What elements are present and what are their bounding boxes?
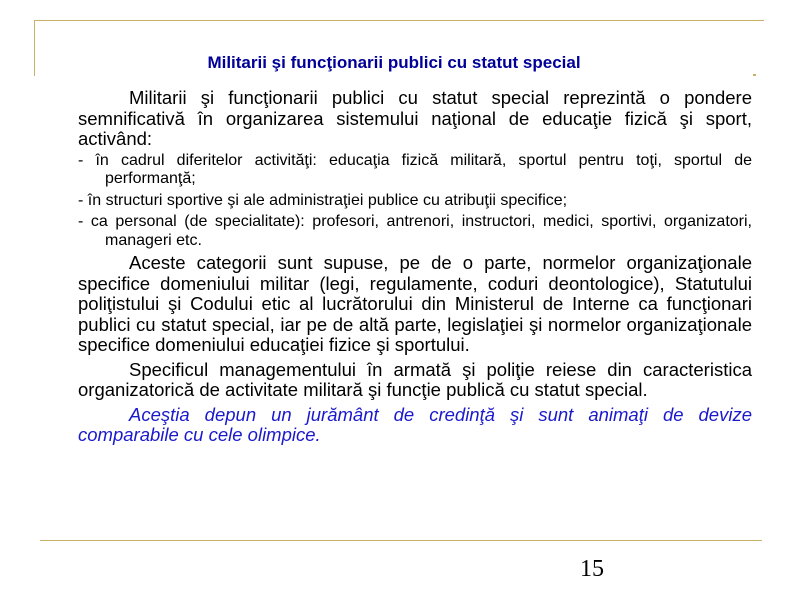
bottom-rule [40, 540, 762, 541]
bullet-item-structures: - în structuri sportive şi ale administraţiei publice cu atribuţii specifice; [78, 191, 568, 209]
frame-left-line [34, 20, 35, 76]
title-accent-mark [753, 74, 756, 76]
intro-paragraph: Militarii şi funcţionarii publici cu statut special reprezintă o pondere semnificativă în organizarea sistemului naţional de educaţie fizică şi sport, activând: [78, 87, 752, 149]
page-number: 15 [580, 556, 604, 582]
slide-title: Militarii şi funcţionarii publici cu statut special [207, 53, 581, 72]
frame-top-line [34, 20, 764, 21]
bullet-item-activities: - în cadrul diferitelor activităţi: educaţia fizică militară, sportul pentru toţi, sportul de performanţă; [78, 151, 752, 187]
slide-body [78, 88, 752, 448]
management-paragraph: Specificul managementului în armată şi poliţie reiese din caracteristica organizatorică de activitate militară şi funcţie publică cu statut special. [78, 358, 752, 400]
bullet-item-personnel: - ca personal (de specialitate): profesori, antrenori, instructori, medici, sportivi, organizatori, manageri etc. [78, 213, 752, 249]
oath-paragraph: Aceştia depun un jurământ de credinţă şi sunt animaţi de devize comparabile cu cele olimpice. [78, 403, 752, 445]
norms-paragraph: Aceste categorii sunt supuse, pe de o parte, normelor organizaţionale specifice domeniului militar (legi, regulamente, coduri deontologice), Statutului poliţistului şi Codului etic al lucrătorului din Ministerul de Interne ca funcţionari publici cu statut special, iar pe de altă parte, legislaţiei şi normelor organizaţionale specifice domeniului educaţiei fizice şi sportului. [78, 252, 752, 355]
